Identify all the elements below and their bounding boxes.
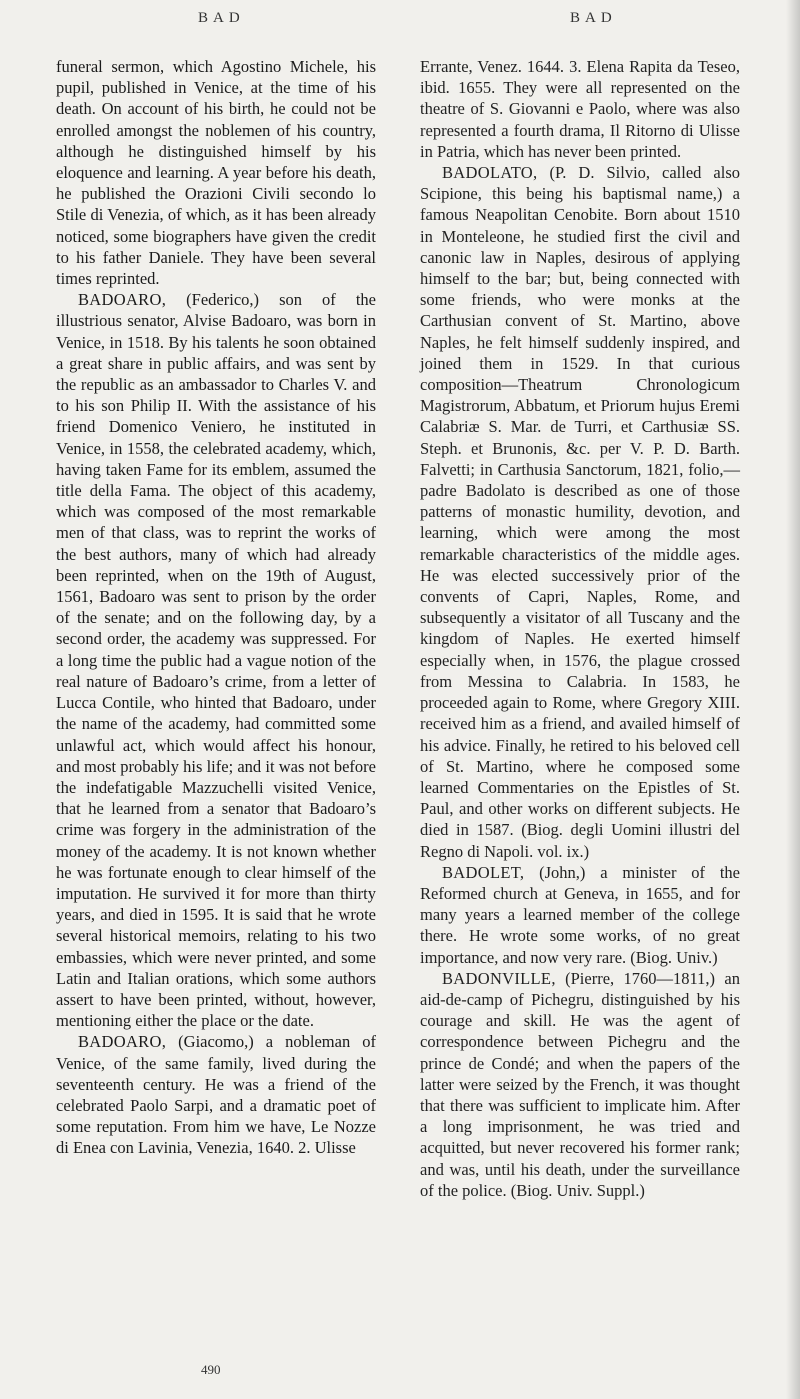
entry-text: (Federico,) son of the illustrious senator, Alvise Badoaro, was born in Venice, in 1518. By his talents he soon obtained a great share in public affairs, and was sent by the republic as an ambassador to Charles V. and to his son Philip II. With the assistance of his friend Domenico Veniero, he instituted in Venice, in 1558, the celebrated academy, which, having taken Fame for its emblem, assumed the title della Fama. The object of this academy, which was composed of the most remarkable men of that class, was to reprint the works of the best authors, many of which had already been reprinted, when on the 19th of August, 1561, Badoaro was sent to prison by the order of the senate; and on the following day, by a second order, the academy was suppressed. For a long time the public had a vague notion of the real nature of Badoaro’s crime, from a letter of Lucca Contile, who hinted that Badoaro, under the name of the academy, had committed some unlawful act, which would affect his honour, and most probably his life; and it was not before the indefatigable Mazzuchelli visited Venice, that he learned from a senator that Badoaro’s crime was forgery in the administration of the money of the academy. It is not known whether he was fortunate enough to clear himself of the imputation. He survived it for more than thirty years, and died in 1595. It is said that he wrote several historical memoirs, relating to his two embassies, which were never printed, and some Latin and Italian orations, which some authors assert to have been printed, without, however, mentioning either the place or the date.	[56, 290, 376, 1031]
page-number: 490	[201, 1362, 221, 1377]
entry-paragraph	[56, 1031, 376, 1158]
entry-headword: BADOLET,	[442, 862, 525, 882]
running-head-left: BAD	[198, 10, 245, 26]
entry-text: Errante, Venez. 1644. 3. Elena Rapita da Teseo, ibid. 1655. They were all represented on the theatre of S. Giovanni e Paolo, where was also represented a fourth drama, Il Ritorno di Ulisse in Patria, which has never been printed.	[420, 57, 740, 161]
entry-paragraph	[420, 56, 740, 162]
entry-paragraph	[420, 862, 740, 968]
entry-paragraph	[56, 289, 376, 1031]
entry-paragraph	[56, 56, 376, 289]
entry-text: (P. D. Silvio, called also Scipione, this being his baptismal name,) a famous Neapolitan Cenobite. Born about 1510 in Monteleone, he studied first the civil and canonic law in Naples, desirous of applying himself to the bar; but, being connected with some friends, who were monks at the Carthusian convent of St. Martino, above Naples, he felt himself suddenly inspired, and joined them in 1529. In that curious composition—Theatrum Chronologicum Magistrorum, Abbatum, et Priorum hujus Eremi Calabriæ S. Mar. de Turri, et Carthusiæ SS. Steph. et Brunonis, &c. per V. P. D. Barth. Falvetti; in Carthusia Sanctorum, 1821, folio,—padre Badolato is described as one of those patterns of monastic humility, devotion, and learning, which were among the most remarkable characteristics of the middle ages. He was elected successively prior of the convents of Capri, Naples, Rome, and subsequently a visitator of all Tuscany and the kingdom of Naples. He exerted himself especially when, in 1576, the plague crossed from Messina to Calabria. In 1583, he proceeded again to Rome, where Gregory XIII. received him as a friend, and availed himself of his advice. Finally, he retired to his beloved cell of St. Martino, where he composed some learned Commentaries on the Epistles of St. Paul, and other works on different subjects. He died in 1587. (Biog. degli Uomini illustri del Regno di Napoli. vol. ix.)	[420, 163, 740, 861]
entry-headword: BADOLATO,	[442, 163, 538, 183]
entry-text: (Pierre, 1760—1811,) an aid-de-camp of Pichegru, distinguished by his courage and skill. He was the agent of correspondence between Pichegru and the prince de Condé; and when the papers of the latter were seized by the French, it was thought that there was sufficient to implicate him. After a long imprisonment, he was tried and acquitted, but never recovered his former rank; and was, until his death, under the surveillance of the police. (Biog. Univ. Suppl.)	[420, 968, 740, 1200]
entry-text: funeral sermon, which Agostino Michele, his pupil, published in Venice, at the time of his death. On account of his birth, he could not be enrolled amongst the noblemen of his country, although he distinguished himself by his eloquence and learning. A year before his death, he published the Orazioni Civili secondo lo Stile di Venezia, of which, as it has been already noticed, some biographers have given the credit to his father Daniele. They have been several times reprinted.	[56, 57, 376, 289]
entry-text: (Giacomo,) a nobleman of Venice, of the same family, lived during the seventeenth century. He was a friend of the celebrated Paolo Sarpi, and a dramatic poet of some reputation. From him we have, Le Nozze di Enea con Lavinia, Venezia, 1640. 2. Ulisse	[56, 1032, 376, 1158]
page-edge-shadow	[786, 0, 800, 1399]
entry-paragraph	[420, 162, 740, 862]
entry-headword: BADONVILLE,	[442, 968, 556, 988]
entry-text: (John,) a minister of the Reformed church at Geneva, in 1655, and for many years a learned member of the college there. He wrote some works, of no great importance, and now very rare. (Biog. Univ.)	[420, 862, 740, 967]
entry-headword: BADOARO,	[78, 290, 167, 310]
running-head-right: BAD	[570, 10, 617, 26]
entry-headword: BADOARO,	[78, 1032, 167, 1052]
left-column	[56, 56, 376, 1159]
right-column	[420, 56, 740, 1201]
entry-paragraph	[420, 968, 740, 1201]
